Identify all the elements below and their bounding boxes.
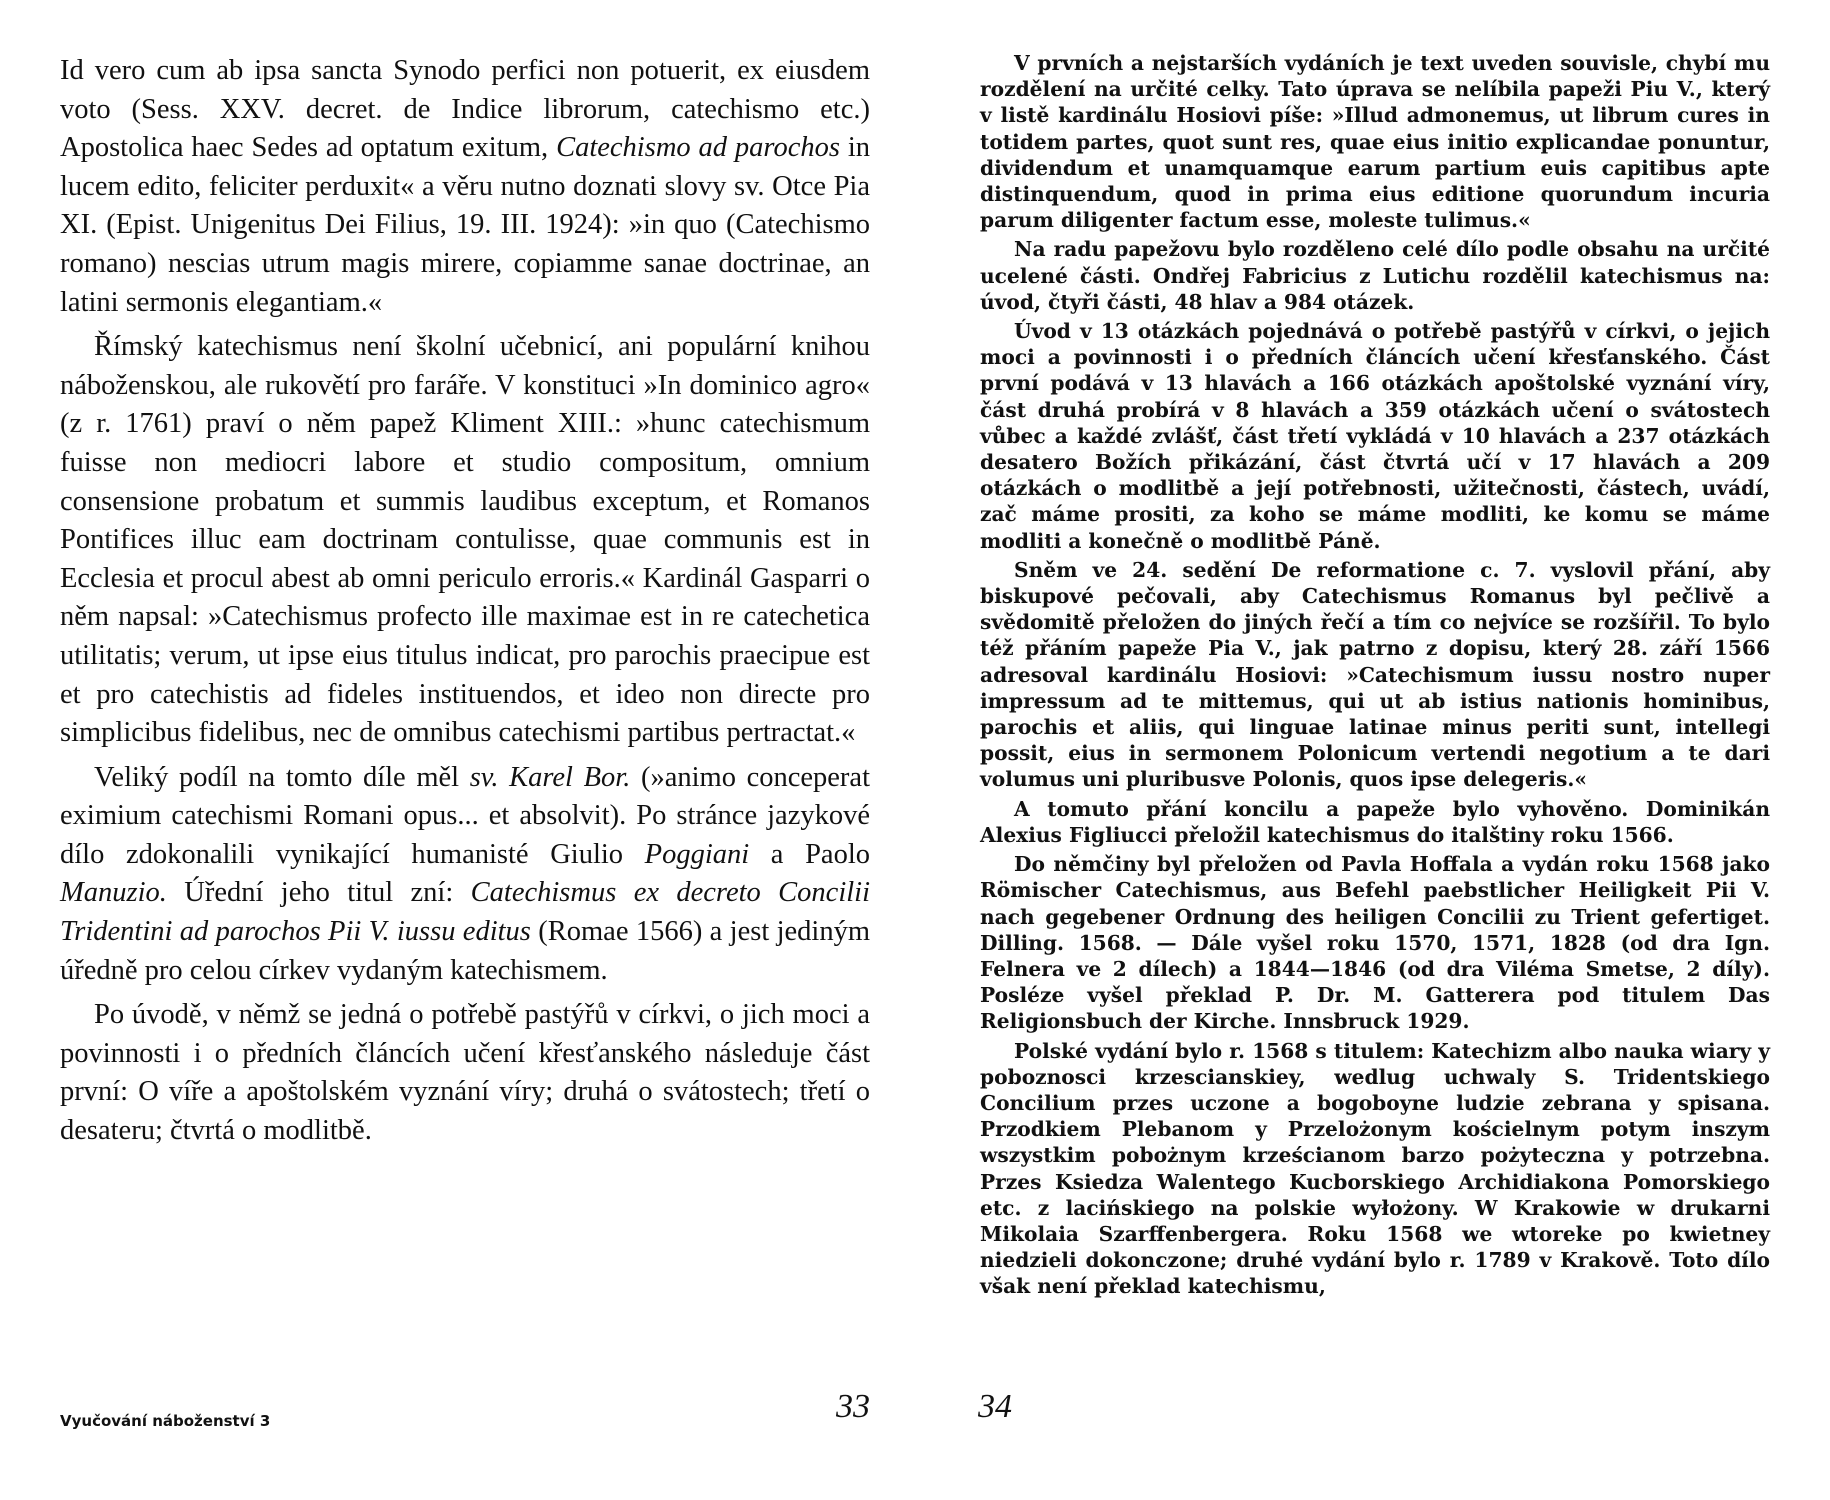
italic-text: sv. Karel Bor.	[469, 761, 631, 793]
page-footer-note: Vyučování náboženství 3	[60, 1412, 271, 1430]
page-number-right: 34	[978, 1388, 1012, 1425]
text-segment: Po úvodě, v němž se jedná o potřebě pastýřů v církvi, o jich moci a povinnosti i o předních článcích učení křesťanského následuje část první: O víře a apoštolském vyznání víry; druhá o svátostech; třetí o desateru; čtvrtá o modlitbě.	[60, 999, 870, 1147]
paragraph	[60, 52, 870, 322]
right-page	[915, 0, 1830, 1500]
text-segment: in lucem edito, feliciter perduxit« a věru nutno doznati slovy sv. Otce Pia XI. (Epist. Unigenitus Dei Filius, 19. III. 1924): »in quo (Catechismo romano) nescias utrum magis mirere, copiamme sanae doctrinae, an latini sermonis elegantiam.«	[60, 132, 871, 318]
italic-text: Catechismo ad parochos	[556, 132, 840, 164]
paragraph: Polské vydání bylo r. 1568 s titulem: Katechizm albo nauka wiary y poboznosci krzescianskiey, wedlug uchwaly S. Tridentskiego Concilium przes uczone a bogoboyne ludzie zebrana y spisana. Przodkiem Plebanom y Przelożonym kościelnym potym inszym wszystkim pobożnym krześcianom barzo pożyteczna y potrzebna. Przes Ksiedza Walentego Kucborskiego Archidiakona Pomorskiego etc. z lacińskiego na polskie wyłożony. W Krakowie w drukarni Mikolaia Szarffenbergera. Roku 1568 we wtoreke po kwietney niedzieli dokonczone; druhé vydání bylo r. 1789 v Krakově. Toto dílo však není překlad katechismu,	[980, 1038, 1770, 1299]
paragraph: Sněm ve 24. sedění De reformatione c. 7. vyslovil přání, aby biskupové pečovali, aby Catechismus Romanus byl pečlivě a svědomitě přeložen do jiných řečí a tím co nejvíce se rozšířil. To bylo též přáním papeže Pia V., jak patrno z dopisu, který 28. září 1566 adresoval kardinálu Hosiovi: »Catechismum iussu nostro nuper impressum ad te mittemus, qui ut ab istius nationis hominibus, parochis et aliis, qui linguae latinae minus periti sunt, intellegi possit, eius in sermonem Polonicum vertendi negotium a te dari volumus uni pluribusve Polonis, quos ipse delegeris.«	[980, 557, 1770, 792]
paragraph	[60, 759, 870, 991]
text-segment: Úřední jeho titul zní:	[166, 877, 471, 909]
italic-text: Poggiani	[644, 838, 750, 870]
text-segment: a Paolo	[749, 838, 870, 870]
paragraph	[60, 996, 870, 1150]
right-page-body	[980, 50, 1770, 1300]
text-segment: Id vero cum ab ipsa sancta Synodo perfici non potuerit, ex eiusdem voto (Sess. XXV. decret. de Indice librorum, catechismo etc.) Apostolica haec Sedes ad optatum exitum,	[60, 55, 870, 164]
paragraph: Na radu papežovu bylo rozděleno celé dílo podle obsahu na určité ucelené části. Ondřej Fabricius z Lutichu rozdělil katechismus na: úvod, čtyři části, 48 hlav a 984 otázek.	[980, 237, 1770, 314]
paragraph: A tomuto přání koncilu a papeže bylo vyhověno. Dominikán Alexius Figliucci přeložil katechismus do italštiny roku 1566.	[980, 796, 1770, 847]
page-number-left: 33	[836, 1388, 870, 1425]
paragraph	[60, 328, 870, 753]
italic-text: Manuzio.	[60, 877, 167, 909]
left-page-body	[60, 52, 870, 1151]
text-segment: (Romae 1566) a jest jediným úředně pro celou církev vydaným katechismem.	[60, 916, 871, 986]
italic-text: Catechismus ex decreto Concilii Tridentini ad parochos Pii V. iussu editus	[60, 877, 870, 948]
paragraph: Do němčiny byl přeložen od Pavla Hoffala a vydán roku 1568 jako Römischer Catechismus, aus Befehl paebstlicher Heiligkeit Pii V. nach gegebener Ordnung des heiligen Concilii zu Trient gefertiget. Dilling. 1568. — Dále vyšel roku 1570, 1571, 1828 (od dra Ign. Felnera ve 2 dílech) a 1844—1846 (od dra Viléma Smetse, 2 díly). Posléze vyšel překlad P. Dr. M. Gatterera pod titulem Das Religionsbuch der Kirche. Innsbruck 1929.	[980, 852, 1770, 1034]
paragraph: V prvních a nejstarších vydáních je text uveden souvisle, chybí mu rozdělení na určité celky. Tato úprava se nelíbila papeži Piu V., který v listě kardinálu Hosiovi píše: »Illud admonemus, ut librum cures in totidem partes, quot sunt res, quae eius initio explicandae ponuntur, dividendum et unamquamque earum partium euis capitibus apte distinquendum, quod in prima eius editione quorundum incuria parum diligenter factum esse, moleste tulimus.«	[980, 51, 1770, 233]
paragraph: Úvod v 13 otázkách pojednává o potřebě pastýřů v církvi, o jejich moci a povinnosti i o předních článcích učení křesťanského. Část první podává v 13 hlavách a 166 otázkách apoštolské vyznání víry, část druhá probírá v 8 hlavách a 359 otázkách učení o svátostech vůbec a každé zvlášť, část třetí vykládá v 10 hlavách a 237 otázkách desatero Božích přikázání, část čtvrtá učí v 17 hlavách a 209 otázkách o modlitbě a její potřebnosti, užitečnosti, částech, uvádí, zač máme prositi, za koho se máme modliti, ke komu se máme modliti a konečně o modlitbě Páně.	[980, 319, 1770, 553]
text-segment: (»animo conceperat eximium catechismi Romani opus... et absolvit). Po stránce jazykové dílo zdokonalili vynikající humanisté Giulio	[60, 761, 870, 870]
text-segment: Veliký podíl na tomto díle měl	[94, 761, 470, 793]
text-segment: Římský katechismus není školní učebnicí, ani populární knihou náboženskou, ale rukovětí pro faráře. V konstituci »In dominico agro« (z r. 1761) praví o něm papež Kliment XIII.: »hunc catechismum fuisse non mediocri labore et studio compositum, omnium consensione probatum et summis laudibus exceptum, et Romanos Pontifices illuc eam doctrinam contulisse, quae communis est in Ecclesia et procul abest ab omni periculo erroris.« Kardinál Gasparri o něm napsal: »Catechismus profecto ille maximae est in re catechetica utilitatis; verum, ut ipse eius titulus indicat, pro parochis praecipue est et pro catechistis ad fideles instituendos, et ideo non directe pro simplicibus fidelibus, nec de omnibus catechismi partibus pertractat.«	[60, 331, 870, 749]
